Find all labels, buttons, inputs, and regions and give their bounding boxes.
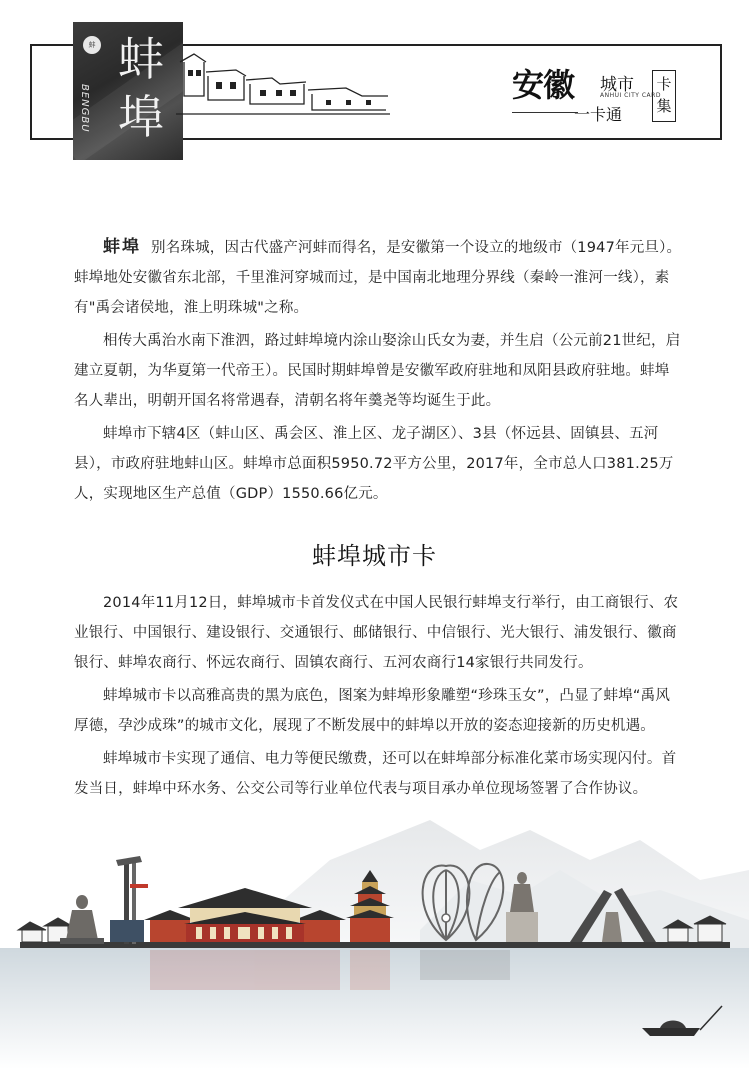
huizhou-architecture-sketch [176,50,396,120]
city-skyline-illustration [0,800,749,1069]
pearl-icon [442,914,450,922]
intro-paragraph-3: 蚌埠市下辖4区（蚌山区、禹会区、淮上区、龙子湖区）、3县（怀远县、固镇县、五河县），市政府驻地蚌山区。蚌埠市总面积5950.72平方公里，2017年，全市总人口381.25万人，实现地区生产总值（GDP）1550.66亿元。 [74,426,674,502]
city-logo [73,22,183,160]
brand-main-text: 安徽 [512,66,575,104]
card-paragraph-2: 蚌埠城市卡以高雅高贵的黑为底色，图案为蚌埠形象雕塑“珍珠玉女”，凸显了蚌埠“禹风厚德，孕沙成珠”的城市文化，展现了不断发展中的蚌埠以开放的姿态迎接新的历史机遇。 [74,688,671,734]
city-card-section [74,588,684,807]
section-title: 蚌埠城市卡 [312,542,437,570]
card-paragraph-1: 2014年11月12日，蚌埠城市卡首发仪式在中国人民银行蚌埠支行举行，由工商银行、农业银行、中国银行、建设银行、交通银行、邮储银行、中信银行、光大银行、浦发银行、徽商银行、蚌埠农商行、怀远农商行、固镇农商行、五河农商行14家银行共同发行。 [74,595,679,671]
monument-tower [110,856,148,944]
card-paragraph-3: 蚌埠城市卡实现了通信、电力等便民缴费，还可以在蚌埠部分标准化菜市场实现闪付。首发当日，蚌埠中环水务、公交公司等行业单位代表与项目承办单位现场签署了合作协议。 [74,751,677,797]
brand-city-text: 城市 [600,75,634,95]
brand-badge: 卡集 [652,70,676,122]
anhui-city-card-brand [512,60,712,130]
logo-english: BENGBU [79,84,90,133]
header-frame-left [30,44,78,140]
intro-section [74,232,684,512]
brand-divider [512,112,578,113]
brand-english-text: ANHUI CITY CARD [600,92,661,99]
logo-seal: 蚌 [83,36,101,54]
logo-characters: 蚌埠 [118,32,164,144]
intro-paragraph-1 [74,232,684,323]
intro-paragraph-2: 相传大禹治水南下淮泗，路过蚌埠境内涂山娶涂山氏女为妻，并生启（公元前21世纪，启建立夏朝，为华夏第一代帝王）。民国时期蚌埠曾是安徽军政府驻地和凤阳县政府驻地。蚌埠名人辈出，明朝开国名将常遇春，清朝名将年羹尧等均诞生于此。 [74,333,681,409]
intro-lead-title: 蚌埠 [103,237,141,257]
brand-card-text: 一卡通 [574,105,623,124]
intro-paragraph-1-text: 别名珠城，因古代盛产河蚌而得名，是安徽第一个设立的地级市（1947年元旦）。蚌埠地处安徽省东北部，千里淮河穿城而过，是中国南北地理分界线（秦岭一淮河一线），素有"禹会诸侯地，淮上明珠城"之称。 [74,240,682,316]
